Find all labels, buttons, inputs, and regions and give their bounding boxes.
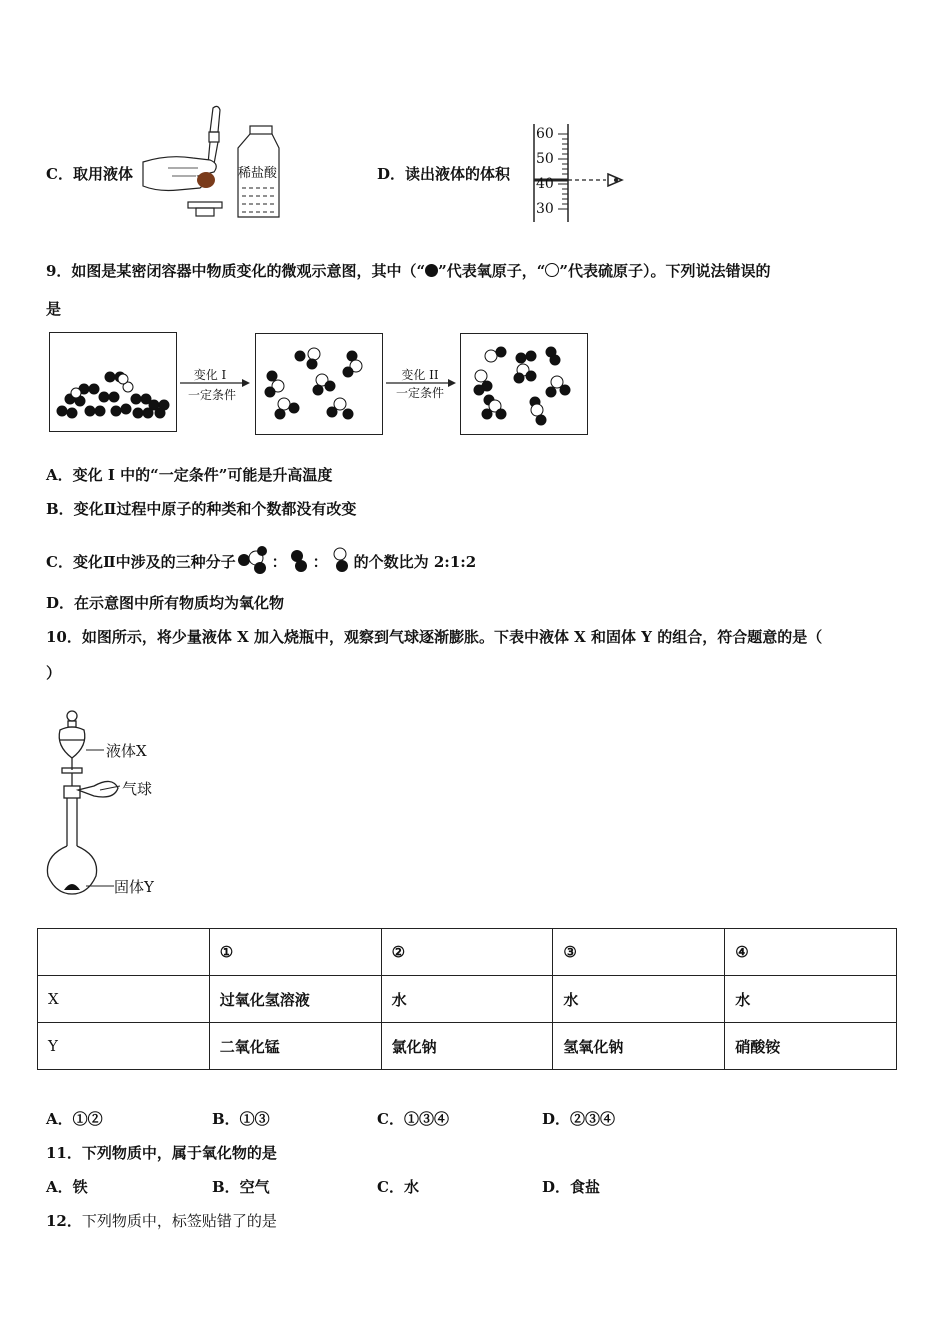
q11-stem: 11．下列物质中，属于氧化物的是 [46, 1144, 277, 1162]
table-cell [38, 929, 210, 976]
balloon-label: 气球 [122, 780, 153, 798]
q11-option-a: A．铁 [46, 1178, 88, 1196]
bottle-label: 稀盐酸 [238, 166, 278, 181]
table-cell: X [38, 976, 210, 1023]
eye-icon [608, 174, 622, 186]
arrow1-bottom: 一定条件 [187, 388, 236, 402]
solid-y-label: 固体Y [114, 878, 154, 896]
table-cell: 过氧化氢溶液 [209, 976, 381, 1023]
q9-option-a: A．变化 I 中的“一定条件”可能是升高温度 [46, 466, 333, 484]
table-cell: ① [209, 929, 381, 976]
q8-option-c-label: C．取用液体 [46, 165, 133, 183]
test-tube-icon [197, 172, 215, 188]
molecules-box-1 [50, 333, 176, 431]
tick-30: 30 [536, 201, 554, 217]
o2-molecule-icon [287, 546, 313, 576]
q11-option-d: D．食盐 [542, 1178, 601, 1196]
tick-60: 60 [536, 126, 554, 142]
table-cell: 二氧化锰 [209, 1023, 381, 1070]
arrow1-top: 变化 I [193, 368, 227, 382]
table-cell: ④ [725, 929, 897, 976]
q9-box-final [460, 333, 588, 435]
q8-option-d-label: D．读出液体的体积 [377, 165, 511, 183]
tick-50: 50 [536, 151, 554, 167]
solid-icon [64, 884, 80, 890]
q9-box-initial [49, 332, 177, 432]
molecules-box-2 [256, 334, 382, 434]
q10-stem-line2: ） [46, 664, 62, 682]
table-header-row [38, 929, 897, 976]
table-cell: 水 [381, 976, 553, 1023]
table-row [38, 976, 897, 1023]
q10-option-c: C．①③④ [377, 1110, 449, 1128]
q9-option-d: D．在示意图中所有物质均为氧化物 [46, 594, 285, 612]
table-cell: 氢氧化钠 [553, 1023, 725, 1070]
q9-stem: 9．如图是某密闭容器中物质变化的微观示意图，其中（“ ”代表氧原子，“ ”代表硫原子）。下列说法错误的 [46, 262, 771, 280]
q9-stem-line2: 是 [46, 300, 62, 318]
flask-apparatus-illustration [42, 706, 122, 896]
so2-molecule-icon [236, 546, 272, 576]
q10-option-a: A．①② [46, 1110, 103, 1128]
oxygen-atom-icon [425, 264, 438, 277]
table-cell: 水 [725, 976, 897, 1023]
so3-molecule-icon [328, 546, 354, 576]
table-cell: ② [381, 929, 553, 976]
liquid-x-label: 液体X [106, 742, 147, 760]
q12-stem: 12．下列物质中，标签贴错了的是 [46, 1212, 277, 1230]
table-cell: ③ [553, 929, 725, 976]
table-row [38, 1023, 897, 1070]
q10-combination-table [37, 928, 897, 1070]
q9-box-middle [255, 333, 383, 435]
q9-option-b: B．变化Ⅱ过程中原子的种类和个数都没有改变 [46, 500, 357, 518]
table-cell: 水 [553, 976, 725, 1023]
molecules-box-3 [461, 334, 587, 434]
q10-option-b: B．①③ [212, 1110, 270, 1128]
arrow2-bottom: 一定条件 [395, 386, 444, 400]
arrow2-top: 变化 II [401, 368, 439, 382]
q10-option-d: D．②③④ [542, 1110, 616, 1128]
table-cell: 氯化钠 [381, 1023, 553, 1070]
table-cell: Y [38, 1023, 210, 1070]
q10-stem: 10．如图所示，将少量液体 X 加入烧瓶中，观察到气球逐渐膨胀。下表中液体 X 和固体 Y 的组合，符合题意的是（ [46, 628, 823, 646]
q9-option-c: C．变化Ⅱ中涉及的三种分子 ： ： 的个数比为 2:1:2 [46, 546, 476, 576]
q11-option-c: C．水 [377, 1178, 419, 1196]
q11-option-b: B．空气 [212, 1178, 270, 1196]
tick-40: 40 [536, 176, 554, 192]
sulfur-atom-icon [545, 263, 559, 277]
dropper-icon [208, 106, 220, 164]
separating-funnel-icon [59, 711, 85, 786]
balloon-icon [78, 781, 118, 797]
table-cell: 硝酸铵 [725, 1023, 897, 1070]
stopper-icon [188, 202, 222, 216]
